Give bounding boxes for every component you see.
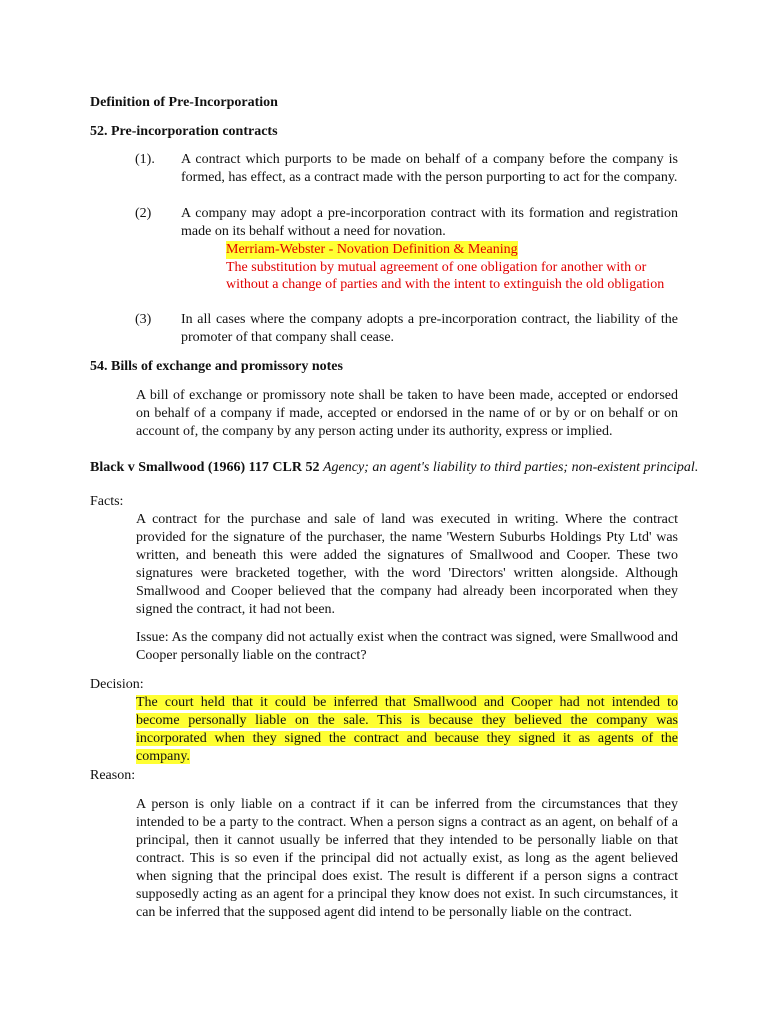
item-3-text: In all cases where the company adopts a pre-incorporation contract, the liability of the promoter of that company shall cease. — [181, 312, 678, 345]
facts-label: Facts: — [90, 494, 124, 509]
decision-line-4: company. — [136, 749, 190, 764]
section-54-title: 54. Bills of exchange and promissory notes — [90, 359, 343, 374]
item-1-number: (1). — [135, 152, 155, 167]
novation-definition-line-2: without a change of parties and with the intent to extinguish the old obligation — [226, 277, 665, 292]
case-name: Black v Smallwood (1966) 117 CLR 52 — [90, 460, 320, 475]
decision-label: Decision: — [90, 677, 144, 692]
reason-text: A person is only liable on a contract if it can be inferred from the circumstances that they intended to be a party to the contract. When a person signs a contract as an agent, on behalf of a principal, then it cannot usually be inferred that they intended to be personally liable on that contract. This is so even if the principal did not actually exist, as long as the agent believed when signing that the principal does exist. The result is different if a person signs a contract supposedly acting as an agent for a principal they know does not exist. In such circumstances, it can be inferred that the supposed agent did intend to be personally liable on the contract. — [136, 797, 678, 920]
item-2-text: A company may adopt a pre-incorporation contract with its formation and registration made on its behalf without a need for novation. — [181, 206, 678, 239]
item-2-number: (2) — [135, 206, 152, 221]
decision-line-2: become personally liable on the sale. This is because they believed the company was — [136, 713, 678, 728]
novation-definition-line-1: The substitution by mutual agreement of one obligation for another with or — [226, 260, 647, 275]
case-subtitle: Agency; an agent's liability to third parties; non-existent principal. — [322, 460, 699, 475]
item-1-text: A contract which purports to be made on behalf of a company before the company is formed, has effect, as a contract made with the person purporting to act for the company. — [181, 152, 678, 185]
decision-line-1: The court held that it could be inferred that Smallwood and Cooper had not intended to — [136, 695, 678, 710]
issue-text: Issue: As the company did not actually exist when the contract was signed, were Smallwood and Cooper personally liable on the contract? — [136, 630, 678, 663]
definition-heading: Definition of Pre-Incorporation — [90, 95, 278, 110]
decision-block — [136, 694, 678, 766]
facts-text: A contract for the purchase and sale of land was executed in writing. Where the contract provided for the signature of the purchaser, the name 'Western Suburbs Holdings Pty Ltd' was written, and beneath this were added the signatures of Smallwood and Cooper. These two signatures were bracketed together, with the word 'Directors' written alongside. Although Smallwood and Cooper believed that the company had already been incorporated when they signed the contract, it had not been. — [136, 512, 678, 617]
case-heading — [90, 459, 699, 477]
section-54-text: A bill of exchange or promissory note shall be taken to have been made, accepted or endorsed on behalf of a company if made, accepted or endorsed in the name of or by or on behalf or on account of, the company by any person acting under its authority, express or implied. — [136, 388, 678, 439]
section-52-title: 52. Pre-incorporation contracts — [90, 124, 278, 139]
novation-definition-title: Merriam-Webster - Novation Definition & Meaning — [226, 242, 518, 257]
reason-label: Reason: — [90, 768, 136, 783]
item-3-number: (3) — [135, 312, 152, 327]
decision-line-3: incorporated when they signed the contract and because they signed it as agents of the — [136, 731, 678, 746]
